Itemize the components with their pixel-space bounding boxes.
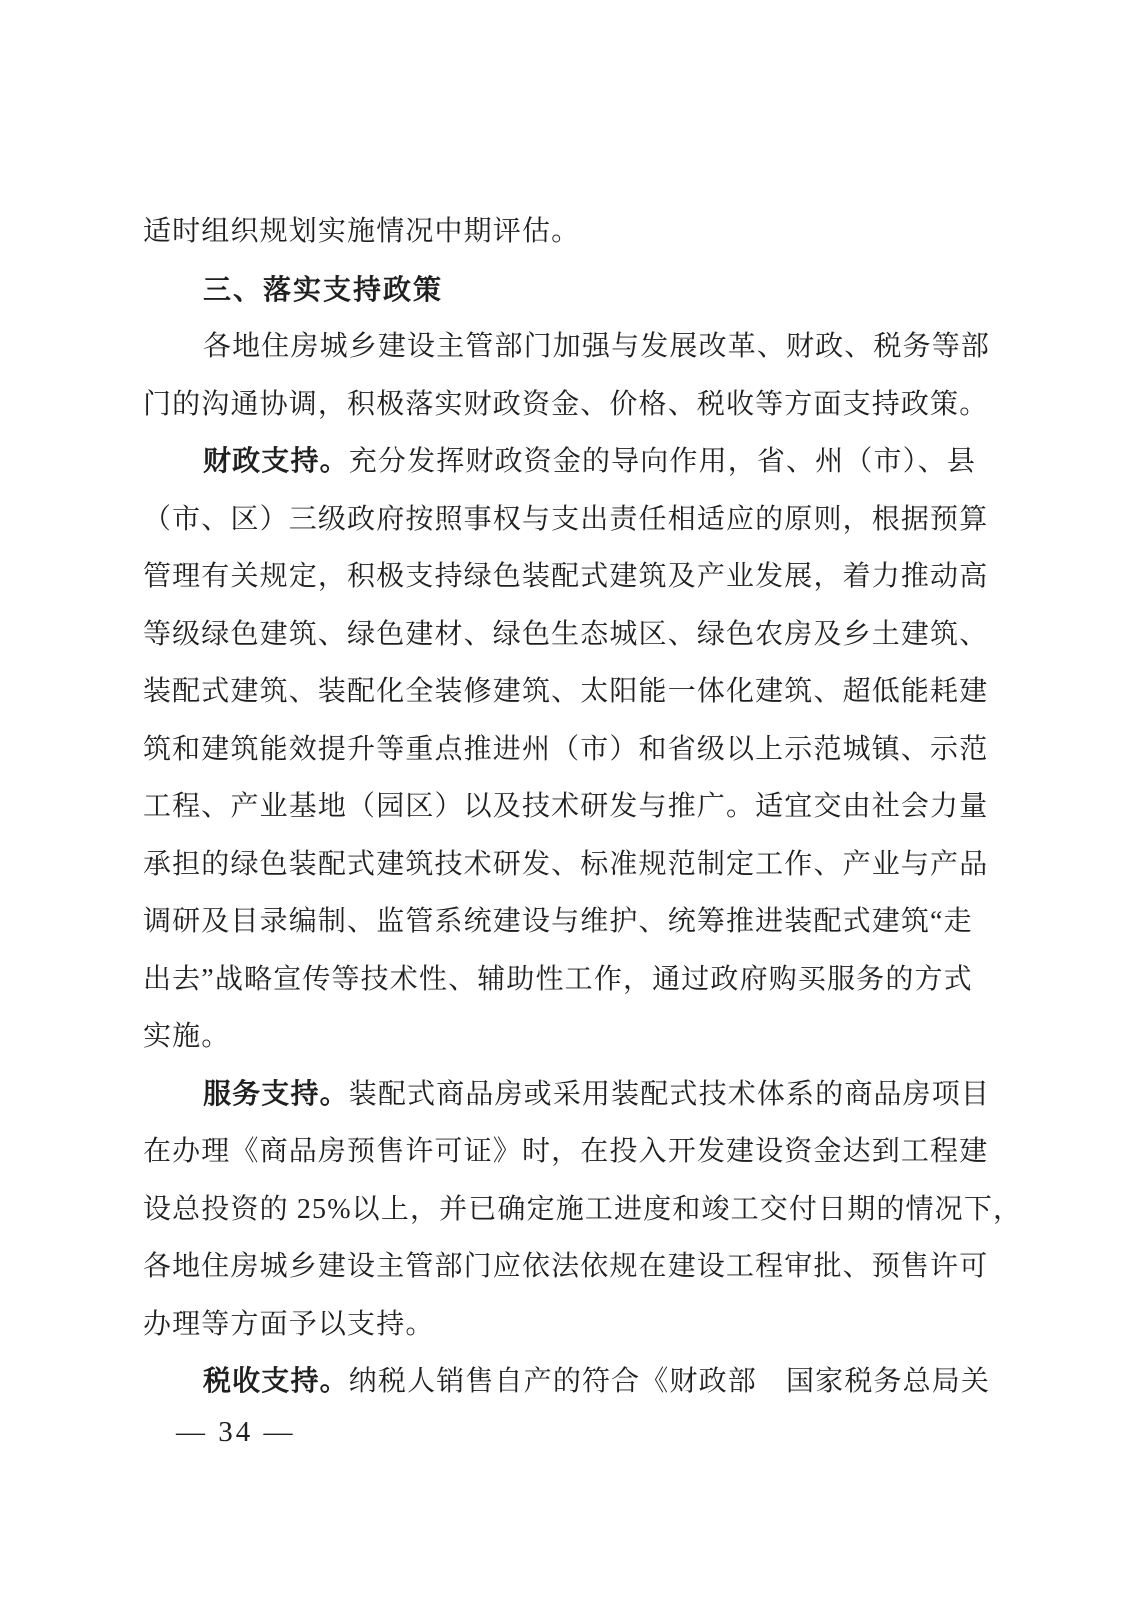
paragraph-line <box>143 606 991 664</box>
paragraph-line <box>143 951 991 1009</box>
text-run: 设总投资的 25%以上，并已确定施工进度和竣工交付日期的情况下， <box>143 1193 1023 1225</box>
paragraph-line <box>143 1181 1023 1239</box>
paragraph-line <box>143 1353 991 1411</box>
bold-lead: 财政支持。 <box>203 446 349 477</box>
text-run: 充分发挥财政资金的导向作用，省、州（市）、县 <box>348 446 977 477</box>
paragraph-line <box>143 318 991 376</box>
text-run: 工程、产业基地（园区）以及技术研发与推广。适宜交由社会力量 <box>143 791 989 822</box>
text-run: 装配式建筑、装配化全装修建筑、太阳能一体化建筑、超低能耗建 <box>143 676 989 707</box>
paragraph-line <box>143 433 991 491</box>
text-run: 各地住房城乡建设主管部门加强与发展改革、财政、税务等部 <box>203 331 991 362</box>
paragraph-line <box>143 548 991 606</box>
paragraph-line <box>143 1123 991 1181</box>
text-run: 管理有关规定，积极支持绿色装配式建筑及产业发展，着力推动高 <box>143 561 989 592</box>
text-run: 等级绿色建筑、绿色建材、绿色生态城区、绿色农房及乡土建筑、 <box>143 618 989 650</box>
text-run: 门的沟通协调，积极落实财政资金、价格、税收等方面支持政策。 <box>143 388 989 420</box>
page-number: — 34 — <box>176 1416 296 1448</box>
paragraph-line <box>143 1008 991 1066</box>
text-run: （市、区）三级政府按照事权与支出责任相适应的原则，根据预算 <box>143 503 989 535</box>
paragraph-line <box>143 1296 991 1354</box>
text-run: 纳税人销售自产的符合《财政部 国家税务总局关 <box>348 1366 991 1397</box>
paragraph-line <box>143 836 991 894</box>
text-run: 出去”战略宣传等技术性、辅助性工作，通过政府购买服务的方式 <box>143 963 973 995</box>
text-run: 在办理《商品房预售许可证》时，在投入开发建设资金达到工程建 <box>143 1136 989 1167</box>
bold-lead: 税收支持。 <box>203 1366 349 1397</box>
text-run: 承担的绿色装配式建筑技术研发、标准规范制定工作、产业与产品 <box>143 848 989 880</box>
text-run: 办理等方面予以支持。 <box>143 1308 435 1340</box>
text-run: 筑和建筑能效提升等重点推进州（市）和省级以上示范城镇、示范 <box>143 733 989 765</box>
paragraph-line <box>143 1066 991 1124</box>
heading-text: 三、落实支持政策 <box>203 273 444 305</box>
text-run: 适时组织规划实施情况中期评估。 <box>143 216 581 247</box>
paragraph-line <box>143 203 991 261</box>
text-run: 装配式商品房或采用装配式技术体系的商品房项目 <box>348 1078 991 1110</box>
text-run: 实施。 <box>143 1021 231 1052</box>
text-run: 各地住房城乡建设主管部门应依法依规在建设工程审批、预售许可 <box>143 1251 989 1282</box>
text-run: 调研及目录编制、监管系统建设与维护、统筹推进装配式建筑“走 <box>143 906 973 937</box>
section-heading <box>143 261 991 319</box>
paragraph-line <box>143 663 991 721</box>
paragraph-line <box>143 376 991 434</box>
paragraph-line <box>143 1238 991 1296</box>
bold-lead: 服务支持。 <box>203 1078 349 1110</box>
paragraph-line <box>143 491 991 549</box>
paragraph-line <box>143 778 991 836</box>
paragraph-line <box>143 721 991 779</box>
document-body <box>143 203 1023 1411</box>
paragraph-line <box>143 893 991 951</box>
